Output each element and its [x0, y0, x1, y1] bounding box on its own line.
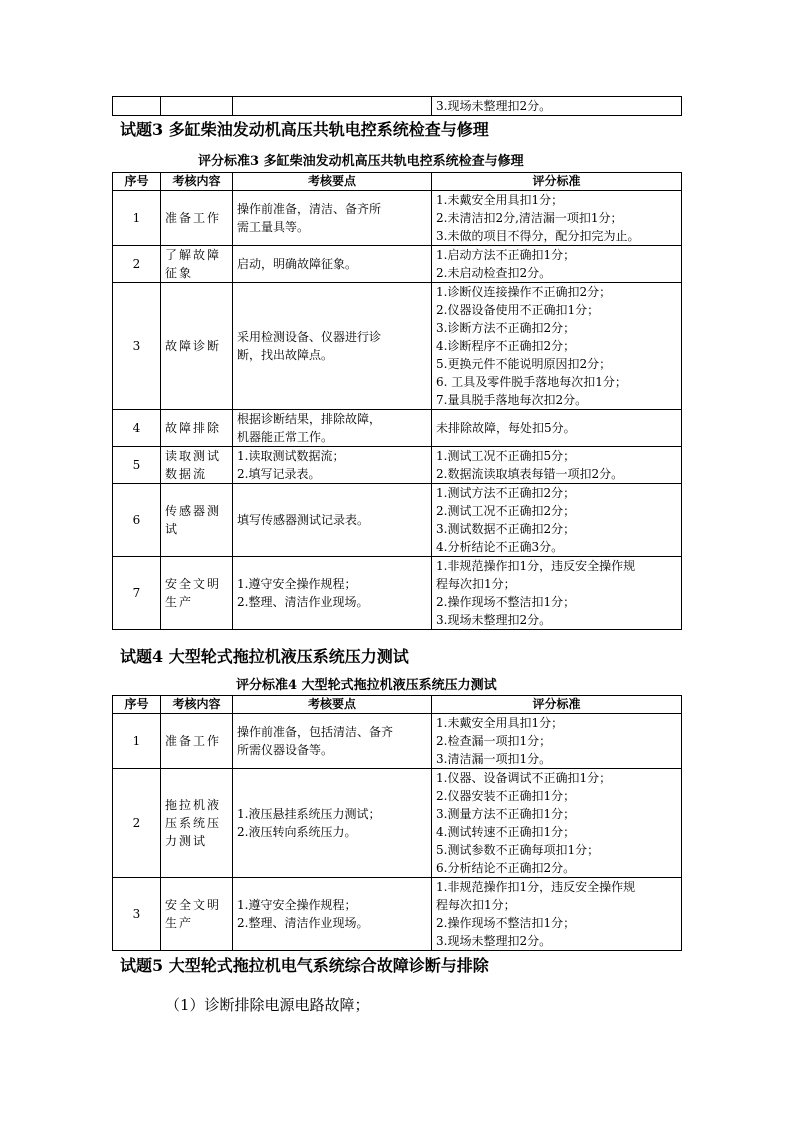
points-cell: [233, 484, 432, 557]
points-line: 所需仪器设备等。: [237, 743, 334, 757]
criteria-cell: [432, 246, 682, 283]
content-cell: 安全文明生产: [161, 878, 233, 951]
criteria-line: 2.操作现场不整洁扣1分；: [436, 916, 576, 930]
criteria-line: 2.测试工况不正确扣2分；: [436, 504, 576, 518]
points-line: 填写传感器测试记录表。: [237, 513, 370, 527]
points-line: 需工量具等。: [237, 220, 310, 234]
points-cell: [233, 878, 432, 951]
criteria-line: 1.仪器、设备调试不正确扣1分；: [436, 771, 612, 785]
criteria-cell: [432, 769, 682, 878]
content-cell: 故障排除: [161, 410, 233, 447]
criteria-line: 4.诊断程序不正确扣2分；: [436, 339, 576, 353]
content-cell: 拖拉机液压系统压力测试: [161, 769, 233, 878]
criteria-line: 1.未戴安全用具扣1分；: [436, 716, 564, 730]
criteria-cell: [432, 447, 682, 484]
row-number-cell: 4: [113, 410, 161, 447]
header-points: 考核要点: [233, 173, 432, 191]
criteria-line: 5.测试参数不正确每项扣1分；: [436, 843, 600, 857]
criteria-line: 4.测试转速不正确扣1分；: [436, 825, 576, 839]
table-row: [113, 769, 682, 878]
criteria-line: 2.检查漏一项扣1分；: [436, 734, 552, 748]
criteria-line: 6.分析结论不正确扣2分。: [436, 861, 576, 875]
points-line: 2.填写记录表。: [237, 467, 321, 481]
points-line: 操作前准备，包括清洁、备齐: [237, 725, 394, 739]
table-cell: [233, 97, 432, 116]
criteria-cell: [432, 878, 682, 951]
row-number-cell: 7: [113, 557, 161, 630]
cell-text: 3.现场未整理扣2分。: [436, 99, 552, 113]
points-cell: [233, 410, 432, 447]
points-cell: [233, 191, 432, 246]
criteria-line: 1.非规范操作扣1分，违反安全操作规: [436, 880, 636, 894]
points-line: 2.整理、清洁作业现场。: [237, 595, 369, 609]
table-cell: [161, 97, 233, 116]
criteria-line: 3.测量方法不正确扣1分；: [436, 807, 576, 821]
criteria-line: 3.诊断方法不正确扣2分；: [436, 321, 576, 335]
row-number-cell: 1: [113, 714, 161, 769]
points-cell: [233, 714, 432, 769]
content-cell: 准备工作: [161, 714, 233, 769]
points-line: 断，找出故障点。: [237, 348, 334, 362]
table-row: [113, 714, 682, 769]
criteria-line: 2.操作现场不整洁扣1分；: [436, 595, 576, 609]
content-cell: 了解故障征象: [161, 246, 233, 283]
criteria-line: 1.启动方法不正确扣1分；: [436, 248, 576, 262]
header-points: 考核要点: [233, 696, 432, 714]
points-cell: [233, 283, 432, 410]
header-criteria: 评分标准: [432, 173, 682, 191]
criteria-line: 1.测试工况不正确扣5分；: [436, 449, 576, 463]
row-number-cell: 1: [113, 191, 161, 246]
points-line: 1.读取测试数据流；: [237, 449, 345, 463]
section4-table-caption: 评分标准4 大型轮式拖拉机液压系统压力测试: [236, 678, 497, 693]
section5-title: 试题5 大型轮式拖拉机电气系统综合故障诊断与排除: [120, 956, 489, 975]
criteria-line: 6. 工具及零件脱手落地每次扣1分；: [436, 375, 627, 389]
criteria-cell: [432, 557, 682, 630]
points-line: 2.液压转向系统压力。: [237, 825, 357, 839]
row-number-cell: 6: [113, 484, 161, 557]
section3-table-caption: 评分标准3 多缸柴油发动机高压共轨电控系统检查与修理: [198, 154, 524, 169]
table-row: [113, 484, 682, 557]
content-cell: 读取测试数据流: [161, 447, 233, 484]
content-cell: 传感器测试: [161, 484, 233, 557]
section3-title: 试题3 多缸柴油发动机高压共轨电控系统检查与修理: [120, 120, 489, 139]
criteria-cell: [432, 191, 682, 246]
criteria-line: 7.量具脱手落地每次扣2分。: [436, 393, 588, 407]
table-header-row: [113, 173, 682, 191]
criteria-line: 2.数据流读取填表每错一项扣2分。: [436, 467, 624, 481]
header-content: 考核内容: [161, 173, 233, 191]
points-line: 1.遵守安全操作规程；: [237, 577, 357, 591]
table-cell: [432, 97, 682, 116]
criteria-line: 2.未清洁扣2分,清洁漏一项扣1分；: [436, 211, 623, 225]
section5-item-1: （1）诊断排除电源电路故障；: [165, 996, 370, 1014]
table-row: [113, 283, 682, 410]
row-number-cell: 2: [113, 769, 161, 878]
row-number-cell: 3: [113, 878, 161, 951]
points-cell: [233, 246, 432, 283]
table-cell: [113, 97, 161, 116]
criteria-line: 1.测试方法不正确扣2分；: [436, 486, 576, 500]
criteria-cell: [432, 283, 682, 410]
points-line: 操作前准备，清洁、备齐所: [237, 202, 382, 216]
points-line: 2.整理、清洁作业现场。: [237, 916, 369, 930]
previous-table-fragment: [112, 96, 682, 116]
header-no: 序号: [113, 173, 161, 191]
section4-scoring-table: [112, 695, 682, 951]
criteria-cell: [432, 484, 682, 557]
points-cell: [233, 557, 432, 630]
section3-scoring-table: [112, 172, 682, 630]
table-row: [113, 246, 682, 283]
criteria-line: 3.清洁漏一项扣1分。: [436, 752, 552, 766]
table-row: [113, 557, 682, 630]
criteria-line: 3.测试数据不正确扣2分；: [436, 522, 576, 536]
criteria-cell: [432, 714, 682, 769]
row-number-cell: 3: [113, 283, 161, 410]
criteria-line: 2.仪器设备使用不正确扣1分；: [436, 303, 600, 317]
criteria-line: 3.现场未整理扣2分。: [436, 613, 552, 627]
header-content: 考核内容: [161, 696, 233, 714]
content-cell: 安全文明生产: [161, 557, 233, 630]
criteria-line: 1.非规范操作扣1分，违反安全操作规: [436, 559, 636, 573]
criteria-line: 程每次扣1分；: [436, 898, 516, 912]
points-cell: [233, 447, 432, 484]
header-criteria: 评分标准: [432, 696, 682, 714]
points-cell: [233, 769, 432, 878]
points-line: 1.遵守安全操作规程；: [237, 898, 357, 912]
points-line: 机器能正常工作。: [237, 430, 334, 444]
criteria-line: 程每次扣1分；: [436, 577, 516, 591]
criteria-line: 2.仪器安装不正确扣1分；: [436, 789, 576, 803]
points-line: 启动，明确故障征象。: [237, 257, 358, 271]
criteria-line: 4.分析结论不正确3分。: [436, 540, 564, 554]
table-row: [113, 447, 682, 484]
table-row: [113, 410, 682, 447]
criteria-line: 3.现场未整理扣2分。: [436, 934, 552, 948]
table-header-row: [113, 696, 682, 714]
points-line: 1.液压悬挂系统压力测试；: [237, 807, 381, 821]
table-row: [113, 878, 682, 951]
header-no: 序号: [113, 696, 161, 714]
criteria-line: 未排除故障，每处扣5分。: [436, 421, 576, 435]
criteria-line: 2.未启动检查扣2分。: [436, 266, 552, 280]
criteria-line: 1.诊断仪连接操作不正确扣2分；: [436, 285, 612, 299]
section4-title: 试题4 大型轮式拖拉机液压系统压力测试: [120, 647, 409, 666]
points-line: 采用检测设备、仪器进行诊: [237, 330, 382, 344]
criteria-line: 1.未戴安全用具扣1分；: [436, 193, 564, 207]
criteria-line: 5.更换元件不能说明原因扣2分；: [436, 357, 612, 371]
points-line: 根据诊断结果，排除故障，: [237, 412, 382, 426]
criteria-cell: [432, 410, 682, 447]
row-number-cell: 2: [113, 246, 161, 283]
criteria-line: 3.未做的项目不得分，配分扣完为止。: [436, 229, 640, 243]
row-number-cell: 5: [113, 447, 161, 484]
content-cell: 故障诊断: [161, 283, 233, 410]
content-cell: 准备工作: [161, 191, 233, 246]
table-row: [113, 191, 682, 246]
